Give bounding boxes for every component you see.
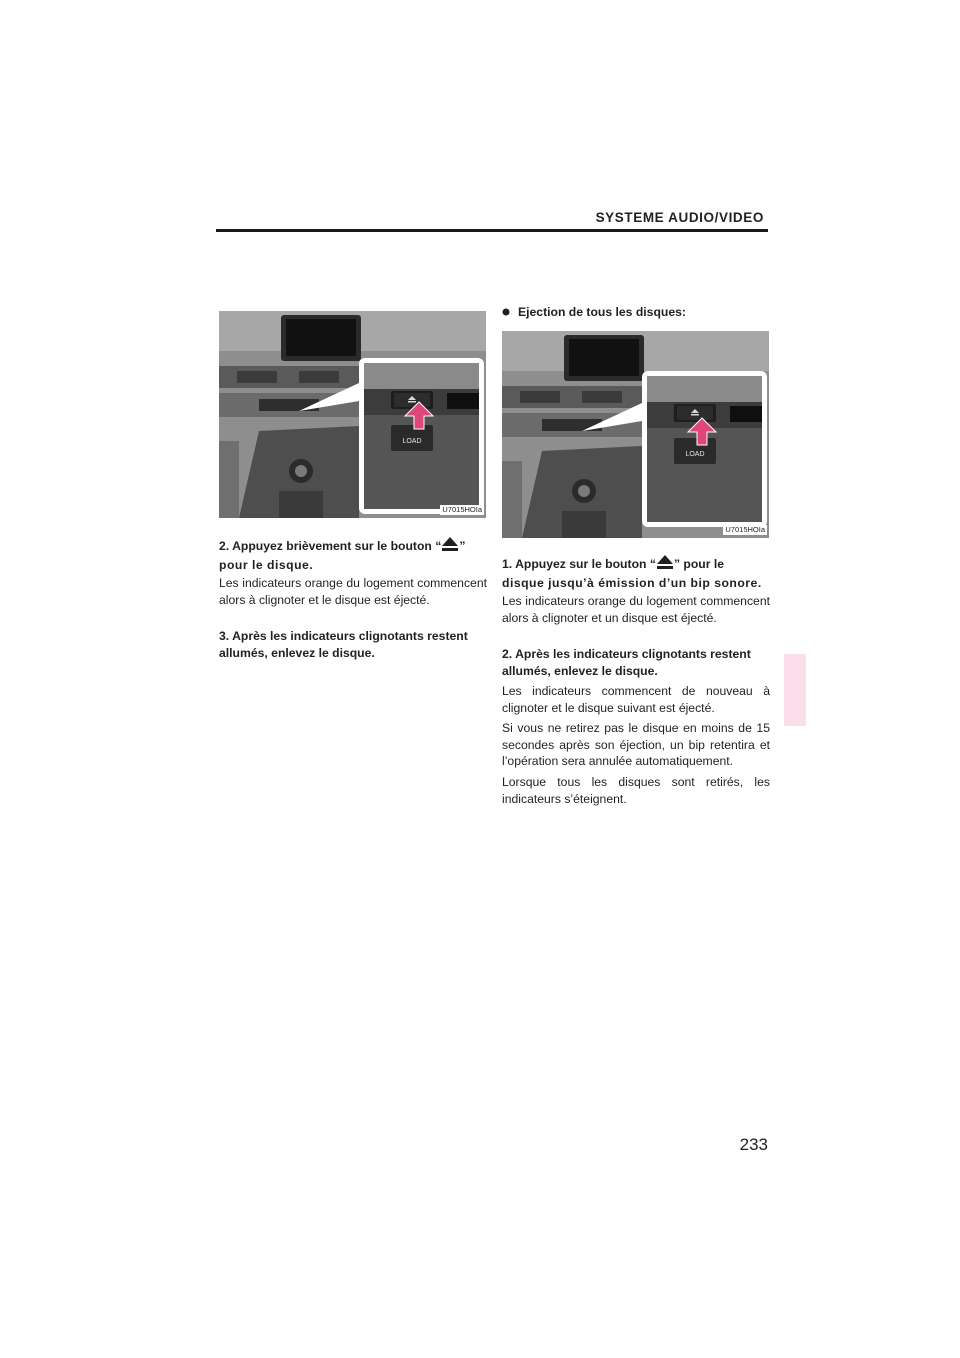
dashboard-photo-left [219,311,486,518]
right-paragraph-2: Les indicateurs commencent de nouveau à clignoter et le disque suivant est éjecté. [502,684,770,715]
step-2-right: 2. Après les indicateurs clignotants restent allumés, enlevez le disque. [502,647,751,678]
page-number: 233 [739,1135,768,1154]
step-3-left: 3. Après les indicateurs clignotants restent allumés, enlevez le disque. [219,629,468,660]
header-title: SYSTEME AUDIO/VIDEO [595,210,764,225]
dashboard-photo-right [502,331,769,538]
eject-icon [657,555,673,575]
photo-code-left: U7015HOIa [442,505,482,514]
section-heading: Ejection de tous les disques: [502,305,686,319]
step-1-line-2: disque jusqu’à émission d’un bip sonore. [502,576,762,590]
photo-code-right: U7015HOIa [725,525,765,534]
load-button-label: LOAD [402,438,422,445]
right-paragraph-4: Lorsque tous les disques sont retirés, les indicateurs s’éteignent. [502,775,770,806]
header-rule [216,229,768,232]
right-paragraph-3: Si vous ne retirez pas le disque en moins de 15 secondes après son éjection, un bip retentira et l’opération sera annulée automatiquement. [502,721,770,768]
eject-icon [442,537,458,557]
step-2-left [219,537,487,574]
bullet-icon [502,305,518,319]
right-paragraph-1: Les indicateurs orange du logement commencent alors à clignoter et un disque est éjecté. [502,594,770,625]
load-button-label: LOAD [685,451,705,458]
step-2-line-1: 2. Appuyez brièvement sur le bouton “ ” [219,537,487,557]
step-1-right [502,555,770,592]
left-paragraph-1: Les indicateurs orange du logement commencent alors à clignoter et le disque est éjecté. [219,576,487,607]
section-tab [784,654,806,726]
step-1-line-1: 1. Appuyez sur le bouton “ ” pour le [502,555,770,575]
step-2-line-2: pour le disque. [219,558,314,572]
